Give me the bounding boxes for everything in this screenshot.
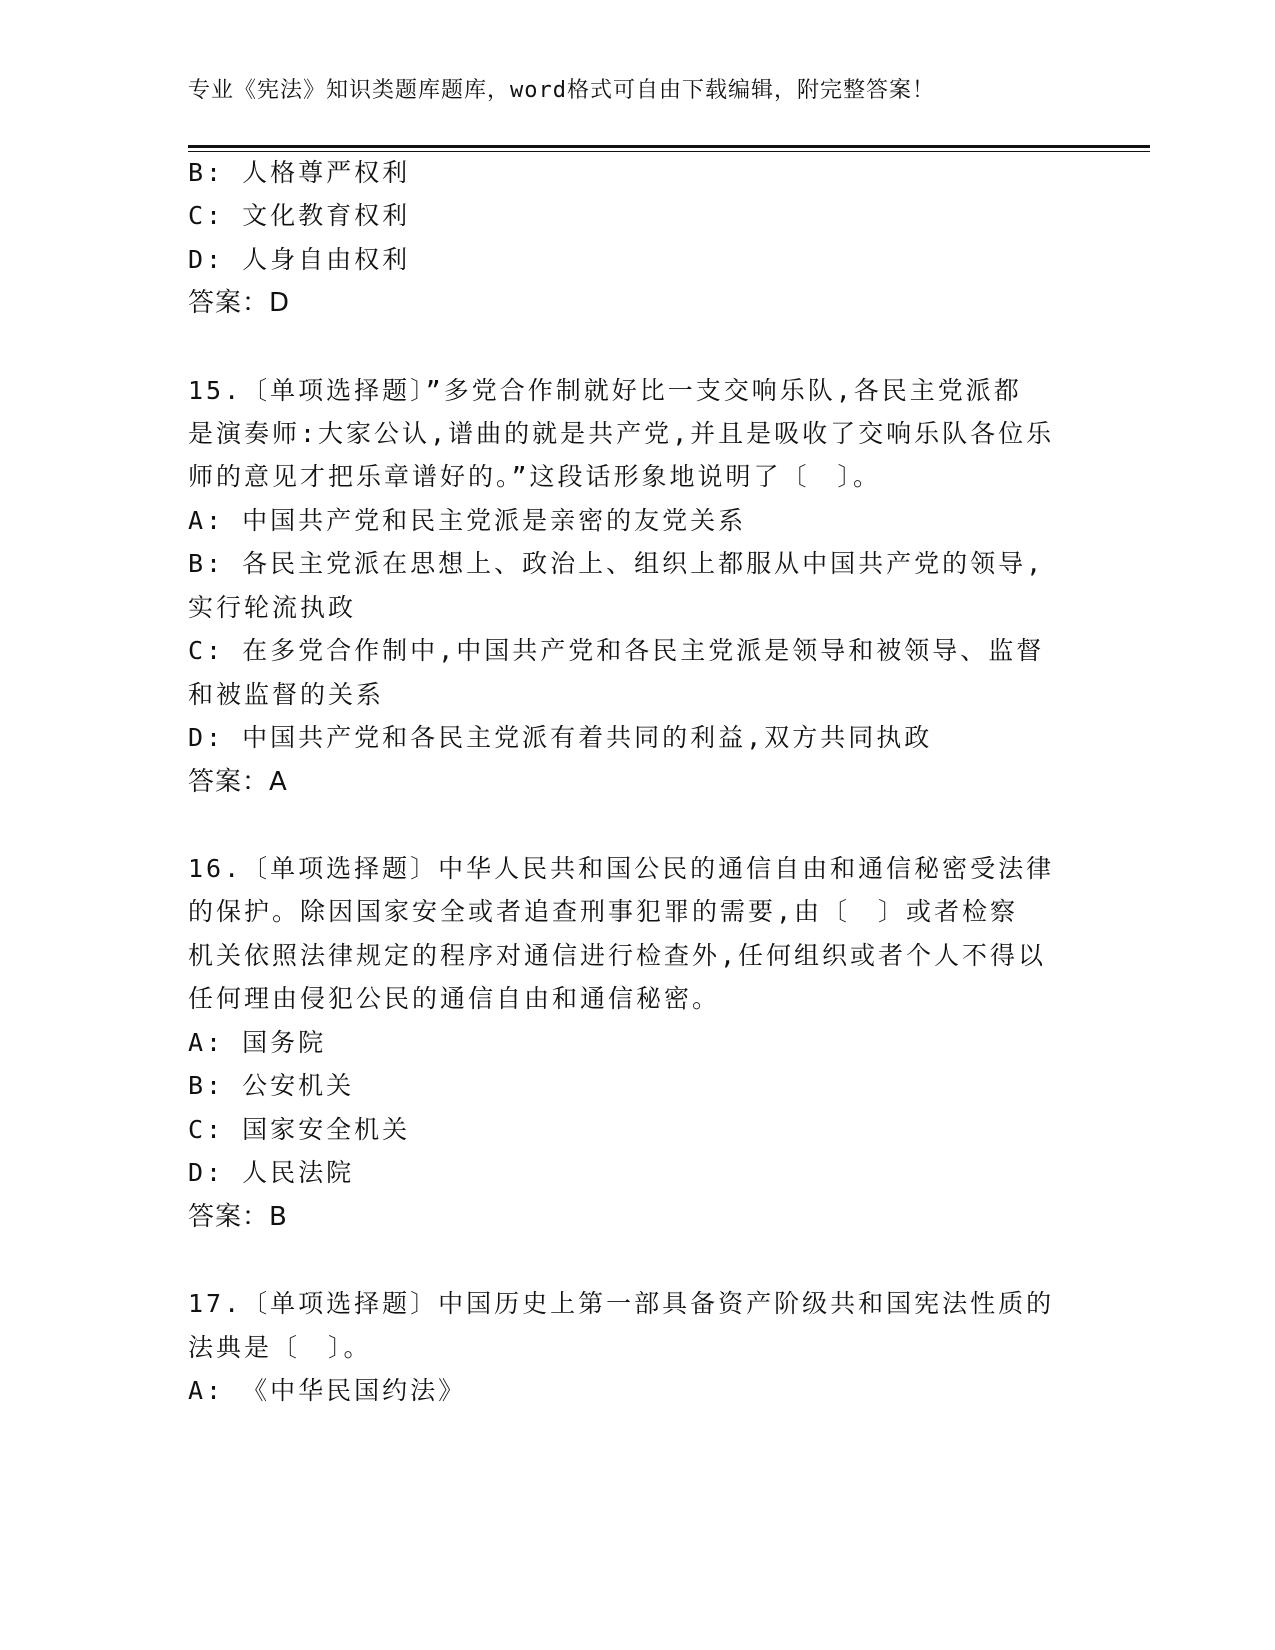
q16-option-c: C: 国家安全机关: [188, 1115, 411, 1144]
q16-stem-line-3: 机关依照法律规定的程序对通信进行检查外,任何组织或者个人不得以: [188, 941, 1047, 970]
q14-answer: 答案：D: [188, 288, 291, 318]
q15-stem-line-2: 是演奏师:大家公认,谱曲的就是共产党,并且是吸收了交响乐队各位乐: [188, 419, 1055, 448]
q15-option-c-line-1: C: 在多党合作制中,中国共产党和各民主党派是领导和被领导、监督: [188, 636, 1045, 665]
q14-option-d: D: 人身自由权利: [188, 245, 411, 274]
q15-answer: 答案：A: [188, 767, 288, 797]
q17-stem-line-2: 法典是〔 〕。: [188, 1333, 372, 1362]
q16-option-b: B: 公安机关: [188, 1071, 355, 1100]
q16-option-a: A: 国务院: [188, 1028, 327, 1057]
q14-option-c: C: 文化教育权利: [188, 201, 411, 230]
q17-option-a: A: 《中华民国约法》: [188, 1376, 467, 1405]
q16-option-d: D: 人民法院: [188, 1158, 355, 1187]
q15-option-b-line-2: 实行轮流执政: [188, 593, 357, 622]
q17-stem-line-1: 17.〔单项选择题〕中国历史上第一部具备资产阶级共和国宪法性质的: [188, 1289, 1055, 1318]
q16-answer: 答案：B: [188, 1202, 288, 1232]
q14-option-b: B: 人格尊严权利: [188, 158, 411, 187]
page-header: 专业《宪法》知识类题库题库，word格式可自由下载编辑，附完整答案！: [188, 78, 935, 103]
q15-option-a: A: 中国共产党和民主党派是亲密的友党关系: [188, 506, 747, 535]
q15-option-c-line-2: 和被监督的关系: [188, 680, 385, 709]
q16-stem-line-2: 的保护。除因国家安全或者追查刑事犯罪的需要,由〔 〕或者检察: [188, 897, 1019, 926]
header-rule-thin: [188, 151, 1150, 152]
q15-option-b-line-1: B: 各民主党派在思想上、政治上、组织上都服从中国共产党的领导,: [188, 549, 1045, 578]
q16-stem-line-1: 16.〔单项选择题〕中华人民共和国公民的通信自由和通信秘密受法律: [188, 854, 1055, 883]
q15-stem-line-1: 15.〔单项选择题〕”多党合作制就好比一支交响乐队,各民主党派都: [188, 376, 1022, 405]
q16-stem-line-4: 任何理由侵犯公民的通信自由和通信秘密。: [188, 984, 721, 1013]
q15-option-d: D: 中国共产党和各民主党派有着共同的利益,双方共同执政: [188, 723, 933, 752]
header-rule-thick: [188, 145, 1150, 148]
q15-stem-line-3: 师的意见才把乐章谱好的。”这段话形象地说明了〔 〕。: [188, 462, 882, 491]
